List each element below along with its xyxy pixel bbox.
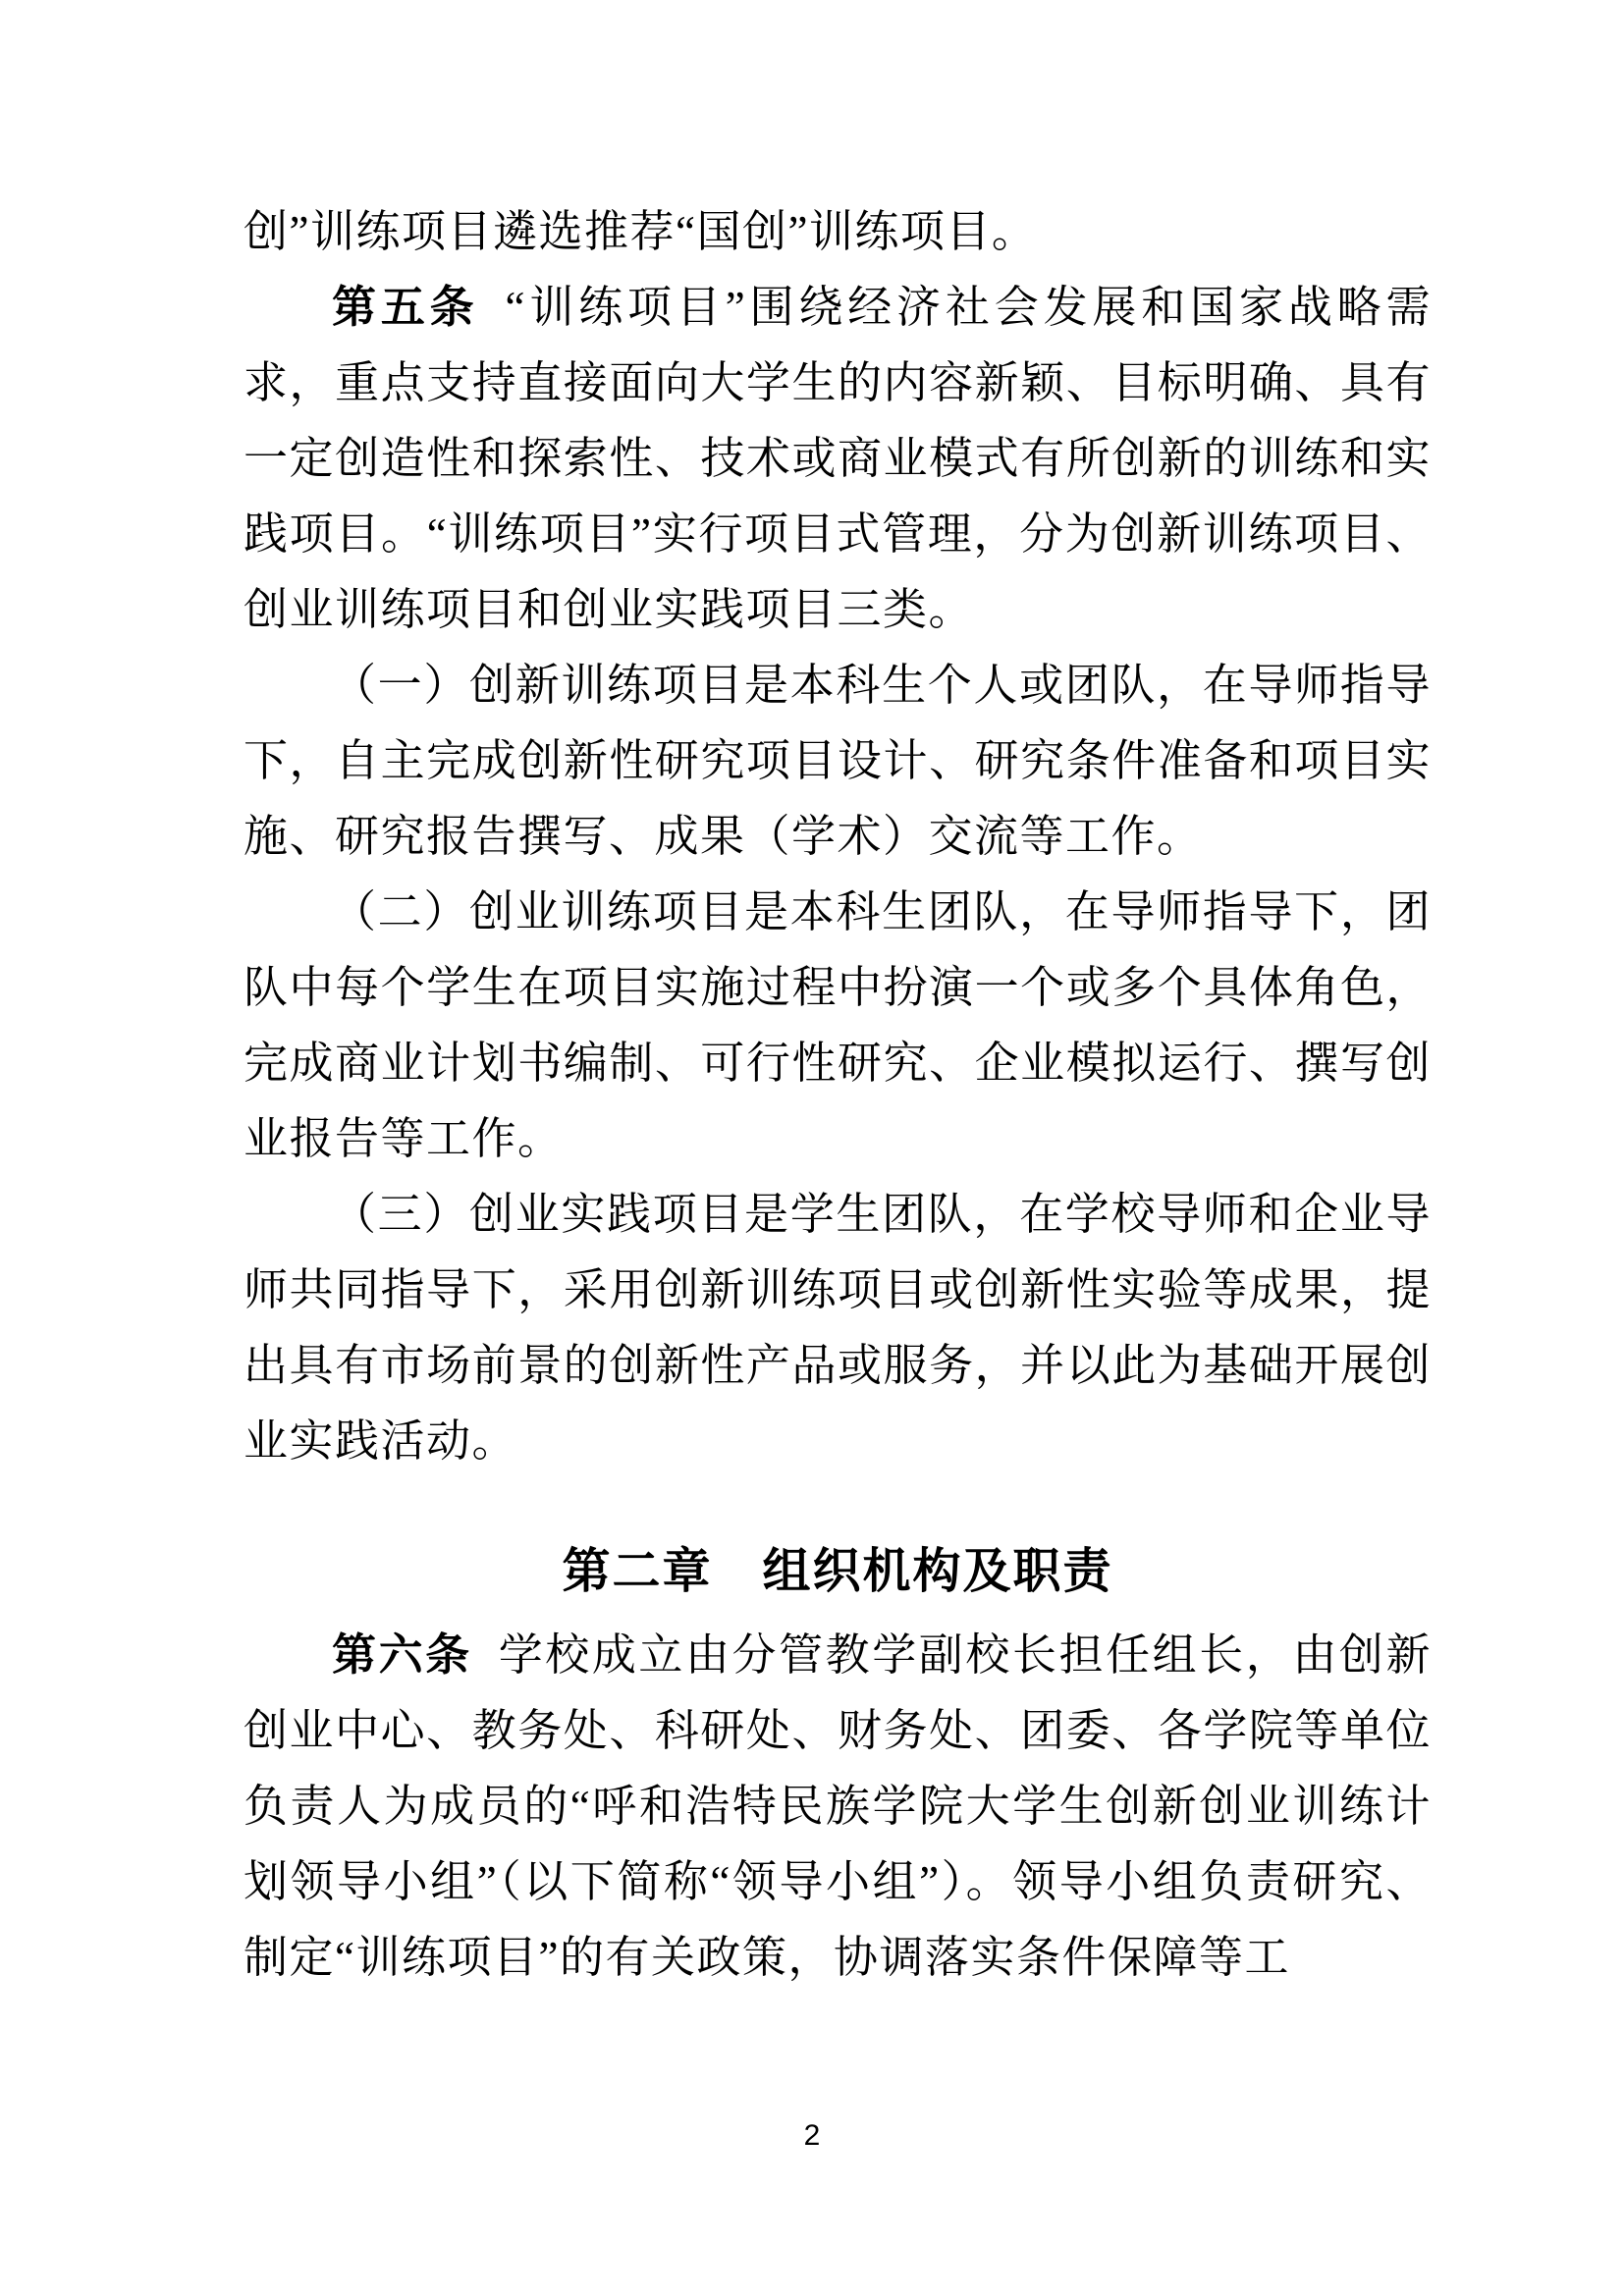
paragraph-text: （三）创业实践项目是学生团队，在学校导师和企业导师共同指导下，采用创新训练项目或创新性实验等成果，提出具有市场前景的创新性产品或服务，并以此为基础开展创业实践活动。	[244, 1190, 1432, 1466]
paragraph-text: “训练项目”围绕经济社会发展和国家战略需求，重点支持直接面向大学生的内容新颖、目标明确、具有一定创造性和探索性、技术或商业模式有所创新的训练和实践项目。“训练项目”实行项目式管理，分为创新训练项目、创业训练项目和创业实践项目三类。	[244, 283, 1432, 634]
paragraph-article-5	[244, 270, 1432, 648]
chapter-heading: 第二章 组织机构及职责	[562, 1545, 1113, 1598]
paragraph-item-1	[244, 648, 1432, 875]
document-body	[244, 194, 1432, 1996]
paragraph-text: 学校成立由分管教学副校长担任组长，由创新创业中心、教务处、科研处、财务处、团委、各学院等单位负责人为成员的“呼和浩特民族学院大学生创新创业训练计划领导小组”（以下简称“领导小组”）。领导小组负责研究、制定“训练项目”的有关政策，协调落实条件保障等工	[244, 1630, 1432, 1982]
paragraph-item-2	[244, 875, 1432, 1177]
paragraph-item-3	[244, 1177, 1432, 1479]
paragraph-text: 创”训练项目遴选推荐“国创”训练项目。	[244, 207, 1038, 256]
paragraph-article-6	[244, 1618, 1432, 1996]
article-5-label: 第五条	[332, 283, 479, 332]
article-6-label: 第六条	[332, 1630, 472, 1680]
paragraph-text: （一）创新训练项目是本科生个人或团队，在导师指导下，自主完成创新性研究项目设计、研究条件准备和项目实施、研究报告撰写、成果（学术）交流等工作。	[244, 661, 1432, 861]
paragraph-text: （二）创业训练项目是本科生团队，在导师指导下，团队中每个学生在项目实施过程中扮演一个或多个具体角色，完成商业计划书编制、可行性研究、企业模拟运行、撰写创业报告等工作。	[244, 887, 1432, 1163]
page-number: 2	[803, 2119, 821, 2152]
paragraph-continuation	[244, 194, 1432, 270]
